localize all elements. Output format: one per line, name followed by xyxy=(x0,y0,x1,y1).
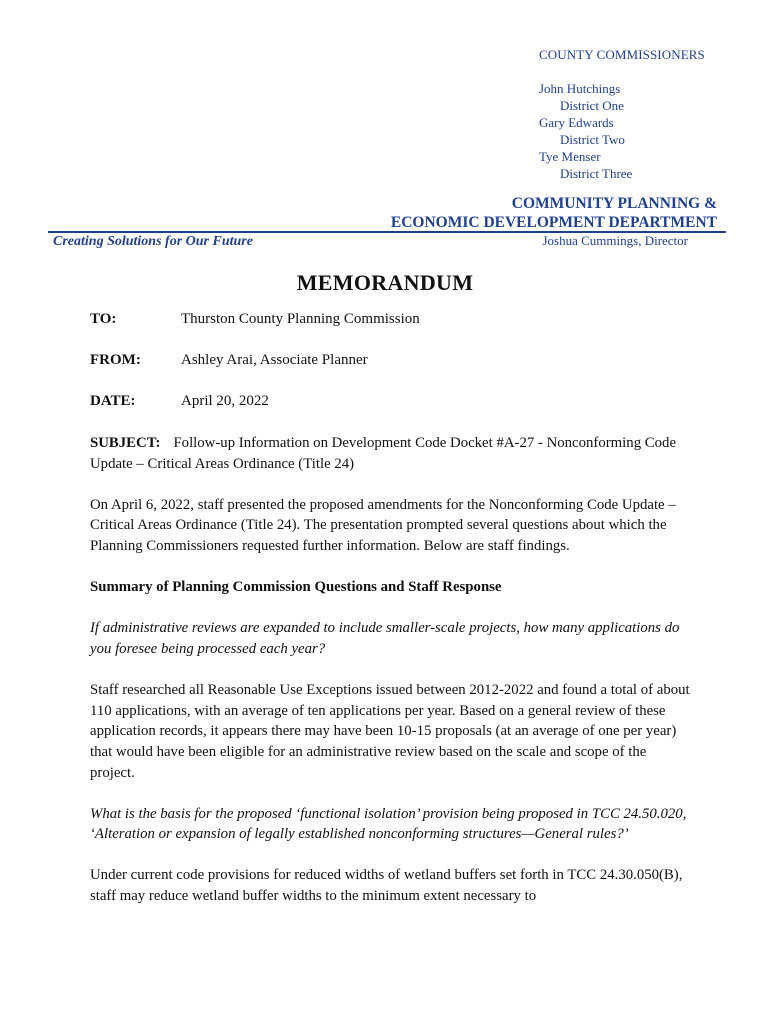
memo-title: MEMORANDUM xyxy=(296,270,474,295)
commissioner-district: District One xyxy=(560,98,624,113)
commissioners-block xyxy=(539,46,705,182)
memo-body xyxy=(90,433,690,927)
to-label: TO: xyxy=(90,311,117,327)
commissioner-district: District Two xyxy=(560,132,625,147)
subject-value: Follow-up Information on Development Code Docket #A-27 - Nonconforming Code Update – Critical Areas Ordinance (Title 24) xyxy=(90,435,677,472)
subject-paragraph xyxy=(90,433,690,474)
director-name: Joshua Cummings, Director xyxy=(542,233,688,248)
department-name xyxy=(391,194,717,232)
answer-2: Under current code provisions for reduced widths of wetland buffers set forth in TCC 24.30.050(B), staff may reduce wetland buffer widths to the minimum extent necessary to xyxy=(90,867,683,905)
commissioner-district: District Three xyxy=(560,166,633,181)
answer-1: Staff researched all Reasonable Use Exceptions issued between 2012-2022 and found a total of about 110 applications, with an average of ten applications per year. Based on a general review of these application records, it appears there may have been 10-15 proposals (at an average of one per year) that would have been eligible for an administrative review based on the scale and scope of the project. xyxy=(90,682,690,781)
department-name-line2: ECONOMIC DEVELOPMENT DEPARTMENT xyxy=(390,214,717,231)
question-1: If administrative reviews are expanded to include smaller-scale projects, how many applications do you foresee being processed each year? xyxy=(90,620,680,657)
commissioner-name: Tye Menser xyxy=(539,149,601,164)
summary-heading: Summary of Planning Commission Questions and Staff Response xyxy=(90,579,502,596)
intro-paragraph: On April 6, 2022, staff presented the proposed amendments for the Nonconforming Code Update – Critical Areas Ordinance (Title 24). The presentation prompted several questions about which the Planning Commissioners requested further information. Below are staff findings. xyxy=(90,496,676,554)
commissioners-heading: COUNTY COMMISSIONERS xyxy=(539,47,705,62)
from-label: FROM: xyxy=(90,352,141,368)
from-value: Ashley Arai, Associate Planner xyxy=(181,352,368,368)
date-field xyxy=(90,393,269,410)
commissioner-name: John Hutchings xyxy=(539,81,621,96)
tagline: Creating Solutions for Our Future xyxy=(53,234,253,249)
to-field xyxy=(90,311,420,328)
date-value: April 20, 2022 xyxy=(181,393,269,409)
question-2: What is the basis for the proposed ‘functional isolation’ provision being proposed in TCC 24.50.020, ‘Alteration or expansion of legally established nonconforming structures—General rules?’ xyxy=(90,805,687,843)
commissioner-name: Gary Edwards xyxy=(539,115,614,130)
from-field xyxy=(90,352,368,369)
subject-label: SUBJECT: xyxy=(90,435,161,451)
date-label: DATE: xyxy=(90,393,136,409)
to-value: Thurston County Planning Commission xyxy=(181,311,420,327)
department-name-line1: COMMUNITY PLANNING & xyxy=(511,195,717,212)
